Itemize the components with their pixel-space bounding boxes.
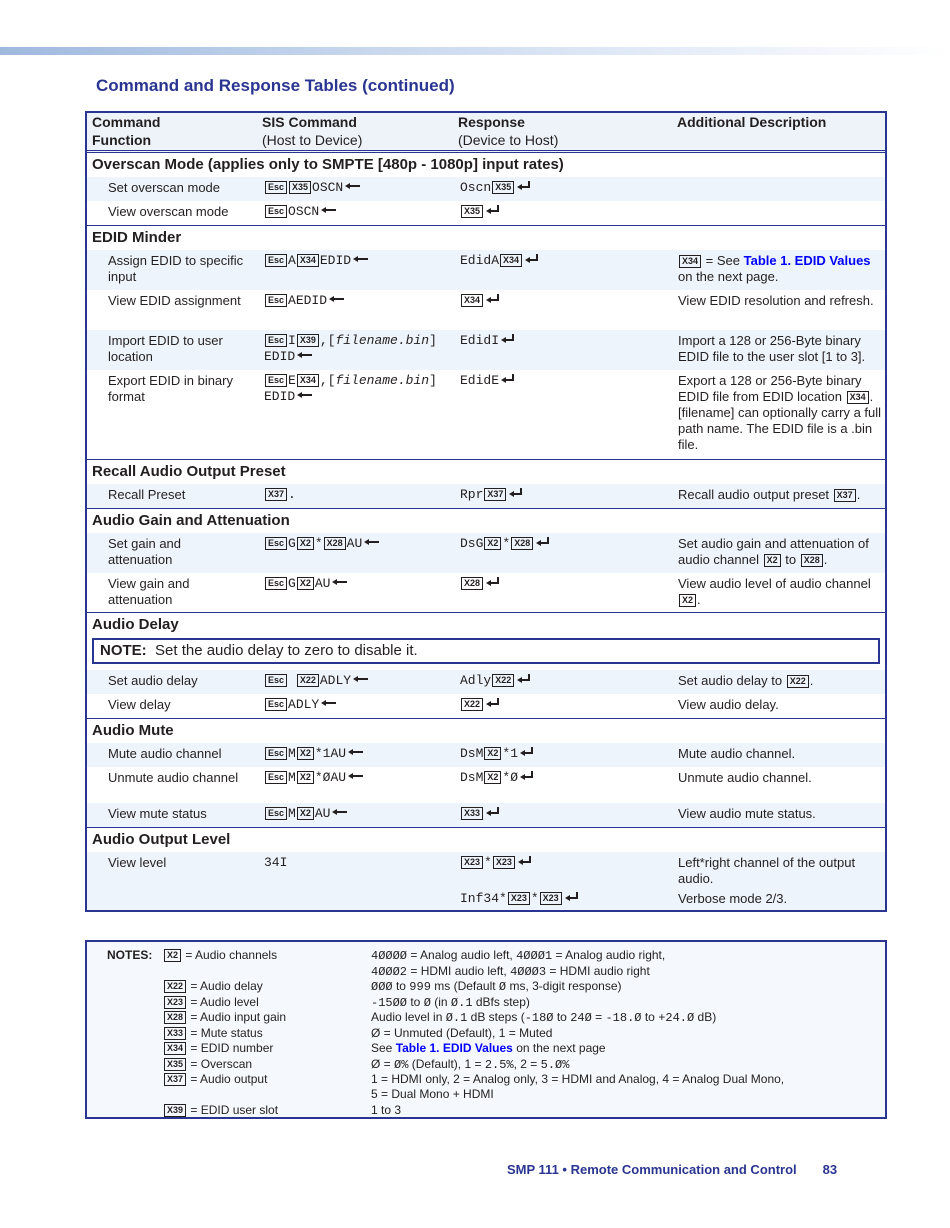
- notes-label: NOTES:: [107, 948, 153, 962]
- table-row: [87, 767, 885, 803]
- row-description: Recall audio output preset X37 .: [678, 487, 861, 502]
- section-audio-mute: Audio Mute: [87, 718, 885, 743]
- return-icon: [525, 254, 539, 264]
- row-command: Esc X35 OSCN: [264, 180, 454, 196]
- row-function: Import EDID to user location: [108, 333, 223, 364]
- row-response: DsM X2 *Ø: [460, 770, 670, 786]
- return-icon: [520, 747, 534, 757]
- row-response: X35: [460, 204, 670, 220]
- row-response: X28: [460, 576, 670, 592]
- row-description: View audio mute status.: [678, 806, 816, 821]
- section-audio-delay: Audio Delay: [87, 612, 885, 637]
- row-command: Esc M X2 *ØAU: [264, 770, 454, 786]
- table-row: [87, 803, 885, 827]
- row-function: View mute status: [108, 806, 207, 821]
- table-row: [87, 852, 885, 888]
- note-x33-desc: Ø = Unmuted (Default), 1 = Muted: [371, 1026, 553, 1040]
- row-description: Export a 128 or 256-Byte binary EDID file from EDID location X34 . [filename] can optionally carry a full path name. The EDID file is a .bin file.: [678, 373, 882, 452]
- edid-table-link[interactable]: Table 1. EDID Values: [743, 253, 871, 268]
- note-x28-desc: Audio level in Ø.1 dB steps (-18Ø to 24Ø = -18.Ø to +24.Ø dB): [371, 1010, 717, 1025]
- row-response: DsG X2 * X28: [460, 536, 670, 552]
- enter-arrow-icon: [353, 675, 368, 683]
- row-function: View level: [108, 855, 167, 870]
- return-icon: [520, 771, 534, 781]
- table-row: [87, 888, 885, 910]
- row-command: Esc G X2 * X28 AU: [264, 536, 454, 552]
- return-icon: [486, 698, 500, 708]
- row-response: X22: [460, 697, 670, 713]
- row-description: Unmute audio channel.: [678, 770, 812, 785]
- table-header: [87, 113, 885, 153]
- table-row: [87, 250, 885, 290]
- row-response: X33: [460, 806, 670, 822]
- row-response: X34: [460, 293, 670, 309]
- note-x39-name: X39 = EDID user slot: [163, 1103, 278, 1118]
- note-x2-desc: 4ØØØØ = Analog audio left, 4ØØØ1 = Analog audio right, 4ØØØ2 = HDMI audio left, 4ØØØ3 = HDMI audio right: [371, 948, 666, 979]
- page-heading: Command and Response Tables (continued): [96, 76, 455, 95]
- row-command: Esc E X34 ,[filename.bin] EDID: [264, 373, 437, 404]
- section-edid-minder: EDID Minder: [87, 225, 885, 250]
- note-x35-desc: Ø = Ø% (Default), 1 = 2.5%, 2 = 5.Ø%: [371, 1057, 570, 1072]
- return-icon: [509, 488, 523, 498]
- note-x35-name: X35 = Overscan: [163, 1057, 252, 1072]
- enter-arrow-icon: [364, 538, 379, 546]
- return-icon: [486, 577, 500, 587]
- return-icon: [486, 205, 500, 215]
- table-row: [87, 370, 885, 459]
- section-audio-gain: Audio Gain and Attenuation: [87, 508, 885, 533]
- row-function: Recall Preset: [108, 487, 186, 502]
- enter-arrow-icon: [321, 699, 336, 707]
- table-row: [87, 743, 885, 767]
- return-icon: [501, 334, 515, 344]
- note-x22-name: X22 = Audio delay: [163, 979, 263, 994]
- row-command: Esc AEDID: [264, 293, 454, 309]
- page-footer: [507, 1162, 837, 1177]
- note-x37-desc: 1 = HDMI only, 2 = Analog only, 3 = HDMI and Analog, 4 = Analog Dual Mono, 5 = Dual Mono + HDMI: [371, 1072, 785, 1101]
- row-command: Esc I X39 ,[filename.bin] EDID: [264, 333, 437, 364]
- row-command: Esc ADLY: [264, 697, 454, 713]
- header-sis-command: SIS Command (Host to Device): [262, 114, 363, 148]
- row-command: Esc M X2 *1AU: [264, 746, 454, 762]
- row-function: View gain and attenuation: [108, 576, 190, 607]
- enter-arrow-icon: [297, 391, 312, 399]
- enter-arrow-icon: [332, 808, 347, 816]
- table-row: [87, 694, 885, 718]
- row-command: Esc G X2 AU: [264, 576, 454, 592]
- table-row: [87, 290, 885, 330]
- delay-note: NOTE: Set the audio delay to zero to disable it.: [92, 638, 880, 664]
- note-x23-desc: -15ØØ to Ø (in Ø.1 dBfs step): [371, 995, 530, 1010]
- notes-edid-table-link[interactable]: Table 1. EDID Values: [395, 1041, 513, 1055]
- row-response: Rpr X37: [460, 487, 670, 503]
- section-audio-output-level: Audio Output Level: [87, 827, 885, 852]
- enter-arrow-icon: [297, 351, 312, 359]
- note-x22-desc: ØØØ to 999 ms (Default Ø ms, 3-digit response): [371, 979, 622, 994]
- row-response: EdidI: [460, 333, 670, 349]
- return-icon: [486, 807, 500, 817]
- row-response: X23 * X23: [460, 855, 670, 871]
- row-function: Export EDID in binary format: [108, 373, 233, 404]
- notes-box: [85, 940, 887, 1119]
- row-command: 34I: [264, 855, 288, 870]
- enter-arrow-icon: [332, 578, 347, 586]
- row-function: View overscan mode: [108, 204, 229, 219]
- note-x34-desc: See Table 1. EDID Values on the next page: [371, 1041, 606, 1055]
- table-row: [87, 573, 885, 612]
- return-icon: [517, 674, 531, 684]
- return-icon: [565, 892, 579, 902]
- row-command: Esc A X34 EDID: [264, 253, 454, 269]
- section-overscan: Overscan Mode (applies only to SMPTE [480p - 1080p] input rates): [92, 156, 564, 173]
- row-command: X37 .: [264, 487, 454, 503]
- page-number: 83: [822, 1162, 838, 1177]
- enter-arrow-icon: [329, 295, 344, 303]
- note-x23-name: X23 = Audio level: [163, 995, 259, 1010]
- row-response: DsM X2 *1: [460, 746, 670, 762]
- row-response: EdidA X34: [460, 253, 670, 269]
- table-row: [87, 670, 885, 694]
- enter-arrow-icon: [353, 255, 368, 263]
- table-row: [87, 533, 885, 573]
- return-icon: [517, 181, 531, 191]
- row-description: View audio delay.: [678, 697, 779, 712]
- row-response: Inf34* X23 * X23: [460, 891, 670, 907]
- row-function: Set audio delay: [108, 673, 198, 688]
- note-x2-name: X2 = Audio channels: [163, 948, 277, 963]
- table-row: [87, 330, 885, 370]
- note-x28-name: X28 = Audio input gain: [163, 1010, 286, 1025]
- row-function: Mute audio channel: [108, 746, 222, 761]
- header-response: Response (Device to Host): [458, 114, 559, 148]
- row-function: Set overscan mode: [108, 180, 221, 195]
- header-command-function: Command Function: [92, 114, 161, 148]
- top-gradient-bar: [0, 47, 950, 55]
- row-response: Adly X22: [460, 673, 670, 689]
- row-description: Verbose mode 2/3.: [678, 891, 788, 906]
- row-description: Mute audio channel.: [678, 746, 796, 761]
- row-description: X34 = See Table 1. EDID Values on the next page.: [678, 253, 871, 284]
- note-x33-name: X33 = Mute status: [163, 1026, 263, 1041]
- header-additional-description: Additional Description: [677, 114, 827, 130]
- return-icon: [518, 856, 532, 866]
- row-function: View delay: [108, 697, 171, 712]
- row-response: Oscn X35: [460, 180, 670, 196]
- row-function: View EDID assignment: [108, 293, 241, 308]
- row-description: View EDID resolution and refresh.: [678, 293, 874, 308]
- enter-arrow-icon: [348, 748, 363, 756]
- row-description: Left*right channel of the output audio.: [678, 855, 856, 886]
- row-description: Set audio delay to X22 .: [678, 673, 814, 688]
- return-icon: [536, 537, 550, 547]
- note-x39-desc: 1 to 3: [371, 1103, 402, 1117]
- section-recall-preset: Recall Audio Output Preset: [87, 459, 885, 484]
- note-x37-name: X37 = Audio output: [163, 1072, 267, 1087]
- enter-arrow-icon: [348, 772, 363, 780]
- row-command: Esc OSCN: [264, 204, 454, 220]
- table-row: [87, 201, 885, 225]
- row-function: Set gain and attenuation: [108, 536, 182, 567]
- row-description: Set audio gain and attenuation of audio channel X2 to X28 .: [678, 536, 869, 567]
- return-icon: [501, 374, 515, 384]
- enter-arrow-icon: [321, 206, 336, 214]
- row-description: Import a 128 or 256-Byte binary EDID file to the user slot [1 to 3].: [678, 333, 866, 364]
- note-x34-name: X34 = EDID number: [163, 1041, 273, 1056]
- row-description: View audio level of audio channel X2 .: [678, 576, 871, 607]
- row-response: EdidE: [460, 373, 670, 389]
- table-row: [87, 177, 885, 201]
- row-function: Unmute audio channel: [108, 770, 239, 785]
- return-icon: [486, 294, 500, 304]
- table-row: [87, 484, 885, 508]
- enter-arrow-icon: [345, 182, 360, 190]
- row-function: Assign EDID to specific input: [108, 253, 244, 284]
- footer-title: SMP 111 • Remote Communication and Control: [507, 1162, 797, 1177]
- command-table: [85, 111, 887, 912]
- row-command: Esc M X2 AU: [264, 806, 454, 822]
- row-command: Esc X22 ADLY: [264, 673, 454, 689]
